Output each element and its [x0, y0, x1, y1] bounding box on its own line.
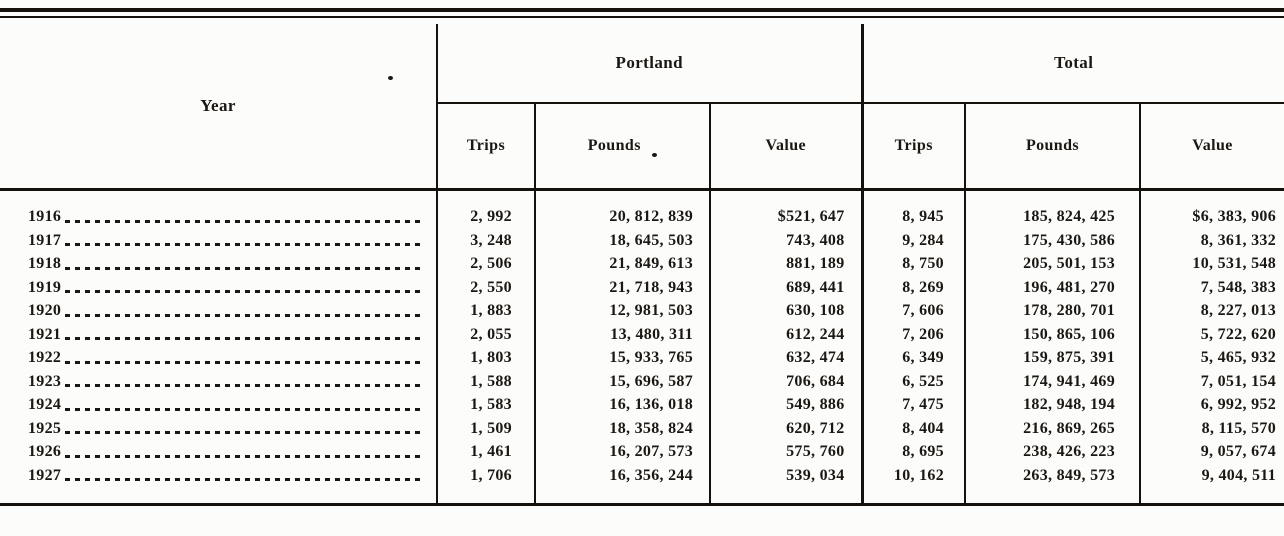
year-label: 1927 [28, 466, 62, 484]
total-pounds-cell: 175, 430, 586 [965, 229, 1140, 253]
year-cell [0, 252, 437, 276]
portland-pounds-cell: 16, 356, 244 [535, 464, 710, 505]
portland-pounds-cell: 15, 933, 765 [535, 346, 710, 370]
dot-leader [65, 478, 422, 481]
portland-pounds-cell: 16, 207, 573 [535, 440, 710, 464]
dot-leader [65, 243, 422, 246]
year-label: 1919 [28, 278, 62, 296]
portland-trips-cell: 2, 550 [437, 276, 535, 300]
portland-trips-cell: 1, 461 [437, 440, 535, 464]
portland-value-cell: 632, 474 [710, 346, 862, 370]
total-trips-cell: 8, 945 [862, 190, 965, 229]
table-row [0, 370, 1284, 394]
table-row [0, 276, 1284, 300]
portland-pounds-cell: 20, 812, 839 [535, 190, 710, 229]
total-trips-cell: 6, 525 [862, 370, 965, 394]
portland-value-cell: 630, 108 [710, 299, 862, 323]
portland-pounds-cell: 12, 981, 503 [535, 299, 710, 323]
year-label: 1922 [28, 349, 62, 366]
header-group-portland: Portland [437, 24, 862, 103]
total-value-cell: 9, 057, 674 [1140, 440, 1284, 464]
total-pounds-cell: 216, 869, 265 [965, 417, 1140, 441]
total-value-cell: 5, 465, 932 [1140, 346, 1284, 370]
portland-value-cell: $521, 647 [710, 190, 862, 229]
total-value-cell: 7, 548, 383 [1140, 276, 1284, 300]
header-year [0, 24, 437, 190]
year-cell [0, 276, 437, 300]
ink-speck [652, 153, 657, 157]
portland-trips-cell: 1, 583 [437, 393, 535, 417]
total-trips-cell: 7, 206 [862, 323, 965, 347]
header-total-pounds: Pounds [965, 103, 1140, 190]
total-value-cell: $6, 383, 906 [1140, 190, 1284, 229]
table-row [0, 464, 1284, 505]
top-double-rule-thick [0, 8, 1284, 12]
year-cell [0, 440, 437, 464]
portland-value-cell: 612, 244 [710, 323, 862, 347]
year-label: 1923 [28, 372, 62, 390]
header-portland-pounds [535, 103, 710, 190]
portland-trips-cell: 1, 706 [437, 464, 535, 505]
total-trips-cell: 10, 162 [862, 464, 965, 505]
total-pounds-cell: 178, 280, 701 [965, 299, 1140, 323]
portland-trips-cell: 1, 588 [437, 370, 535, 394]
portland-trips-cell: 1, 509 [437, 417, 535, 441]
year-cell [0, 299, 437, 323]
portland-trips-cell: 1, 803 [437, 346, 535, 370]
portland-value-cell: 620, 712 [710, 417, 862, 441]
total-pounds-cell: 205, 501, 153 [965, 252, 1140, 276]
portland-trips-cell: 2, 055 [437, 323, 535, 347]
dot-leader [65, 314, 422, 317]
year-label: 1925 [28, 419, 62, 437]
table-row [0, 229, 1284, 253]
dot-leader [65, 337, 422, 340]
portland-pounds-cell: 13, 480, 311 [535, 323, 710, 347]
dot-leader [65, 220, 422, 223]
total-value-cell: 5, 722, 620 [1140, 323, 1284, 347]
total-pounds-cell: 182, 948, 194 [965, 393, 1140, 417]
portland-pounds-cell: 18, 645, 503 [535, 229, 710, 253]
total-value-cell: 8, 115, 570 [1140, 417, 1284, 441]
dot-leader [65, 384, 422, 387]
total-trips-cell: 7, 606 [862, 299, 965, 323]
ink-speck [388, 76, 393, 80]
year-cell [0, 346, 437, 370]
total-trips-cell: 7, 475 [862, 393, 965, 417]
total-pounds-cell: 238, 426, 223 [965, 440, 1140, 464]
total-value-cell: 9, 404, 511 [1140, 464, 1284, 505]
total-trips-cell: 9, 284 [862, 229, 965, 253]
total-value-cell: 7, 051, 154 [1140, 370, 1284, 394]
landings-table [0, 24, 1284, 506]
portland-pounds-cell: 16, 136, 018 [535, 393, 710, 417]
year-label: 1920 [28, 302, 62, 319]
year-cell [0, 323, 437, 347]
total-pounds-cell: 159, 875, 391 [965, 346, 1140, 370]
total-pounds-cell: 263, 849, 573 [965, 464, 1140, 505]
table-row [0, 346, 1284, 370]
portland-trips-cell: 3, 248 [437, 229, 535, 253]
dot-leader [65, 267, 422, 270]
total-pounds-cell: 196, 481, 270 [965, 276, 1140, 300]
header-total-value: Value [1140, 103, 1284, 190]
header-group-row [0, 24, 1284, 103]
year-cell [0, 393, 437, 417]
portland-value-cell: 575, 760 [710, 440, 862, 464]
portland-trips-cell: 2, 506 [437, 252, 535, 276]
total-value-cell: 6, 992, 952 [1140, 393, 1284, 417]
portland-pounds-cell: 21, 849, 613 [535, 252, 710, 276]
dot-leader [65, 361, 422, 364]
year-label: 1916 [28, 208, 62, 225]
table-row [0, 393, 1284, 417]
portland-pounds-cell: 18, 358, 824 [535, 417, 710, 441]
dot-leader [65, 290, 422, 293]
portland-trips-cell: 2, 992 [437, 190, 535, 229]
dot-leader [65, 455, 422, 458]
portland-value-cell: 549, 886 [710, 393, 862, 417]
year-cell [0, 370, 437, 394]
table-row [0, 252, 1284, 276]
total-pounds-cell: 150, 865, 106 [965, 323, 1140, 347]
year-cell [0, 190, 437, 229]
total-value-cell: 8, 227, 013 [1140, 299, 1284, 323]
table-row [0, 323, 1284, 347]
portland-value-cell: 743, 408 [710, 229, 862, 253]
total-trips-cell: 6, 349 [862, 346, 965, 370]
year-label: 1924 [28, 396, 62, 413]
total-value-cell: 8, 361, 332 [1140, 229, 1284, 253]
year-label: 1918 [28, 255, 62, 272]
portland-value-cell: 706, 684 [710, 370, 862, 394]
portland-pounds-label: Pounds [587, 137, 641, 154]
header-group-total: Total [862, 24, 1284, 103]
year-label: 1921 [28, 325, 62, 343]
dot-leader [65, 408, 422, 411]
year-label: 1926 [28, 443, 62, 460]
total-trips-cell: 8, 750 [862, 252, 965, 276]
year-header-label: Year [200, 96, 236, 115]
portland-value-cell: 539, 034 [710, 464, 862, 505]
table-row [0, 190, 1284, 229]
total-trips-cell: 8, 695 [862, 440, 965, 464]
top-double-rule-thin [0, 16, 1284, 18]
table-body [0, 190, 1284, 505]
total-value-cell: 10, 531, 548 [1140, 252, 1284, 276]
portland-value-cell: 689, 441 [710, 276, 862, 300]
header-total-trips: Trips [862, 103, 965, 190]
portland-trips-cell: 1, 883 [437, 299, 535, 323]
portland-value-cell: 881, 189 [710, 252, 862, 276]
portland-pounds-cell: 21, 718, 943 [535, 276, 710, 300]
table-row [0, 299, 1284, 323]
header-portland-value: Value [710, 103, 862, 190]
total-pounds-cell: 174, 941, 469 [965, 370, 1140, 394]
table-row [0, 440, 1284, 464]
portland-pounds-cell: 15, 696, 587 [535, 370, 710, 394]
table-header [0, 24, 1284, 190]
header-portland-trips: Trips [437, 103, 535, 190]
year-cell [0, 464, 437, 505]
table-row [0, 417, 1284, 441]
total-trips-cell: 8, 269 [862, 276, 965, 300]
year-cell [0, 229, 437, 253]
year-cell [0, 417, 437, 441]
year-label: 1917 [28, 231, 62, 249]
total-pounds-cell: 185, 824, 425 [965, 190, 1140, 229]
dot-leader [65, 431, 422, 434]
total-trips-cell: 8, 404 [862, 417, 965, 441]
